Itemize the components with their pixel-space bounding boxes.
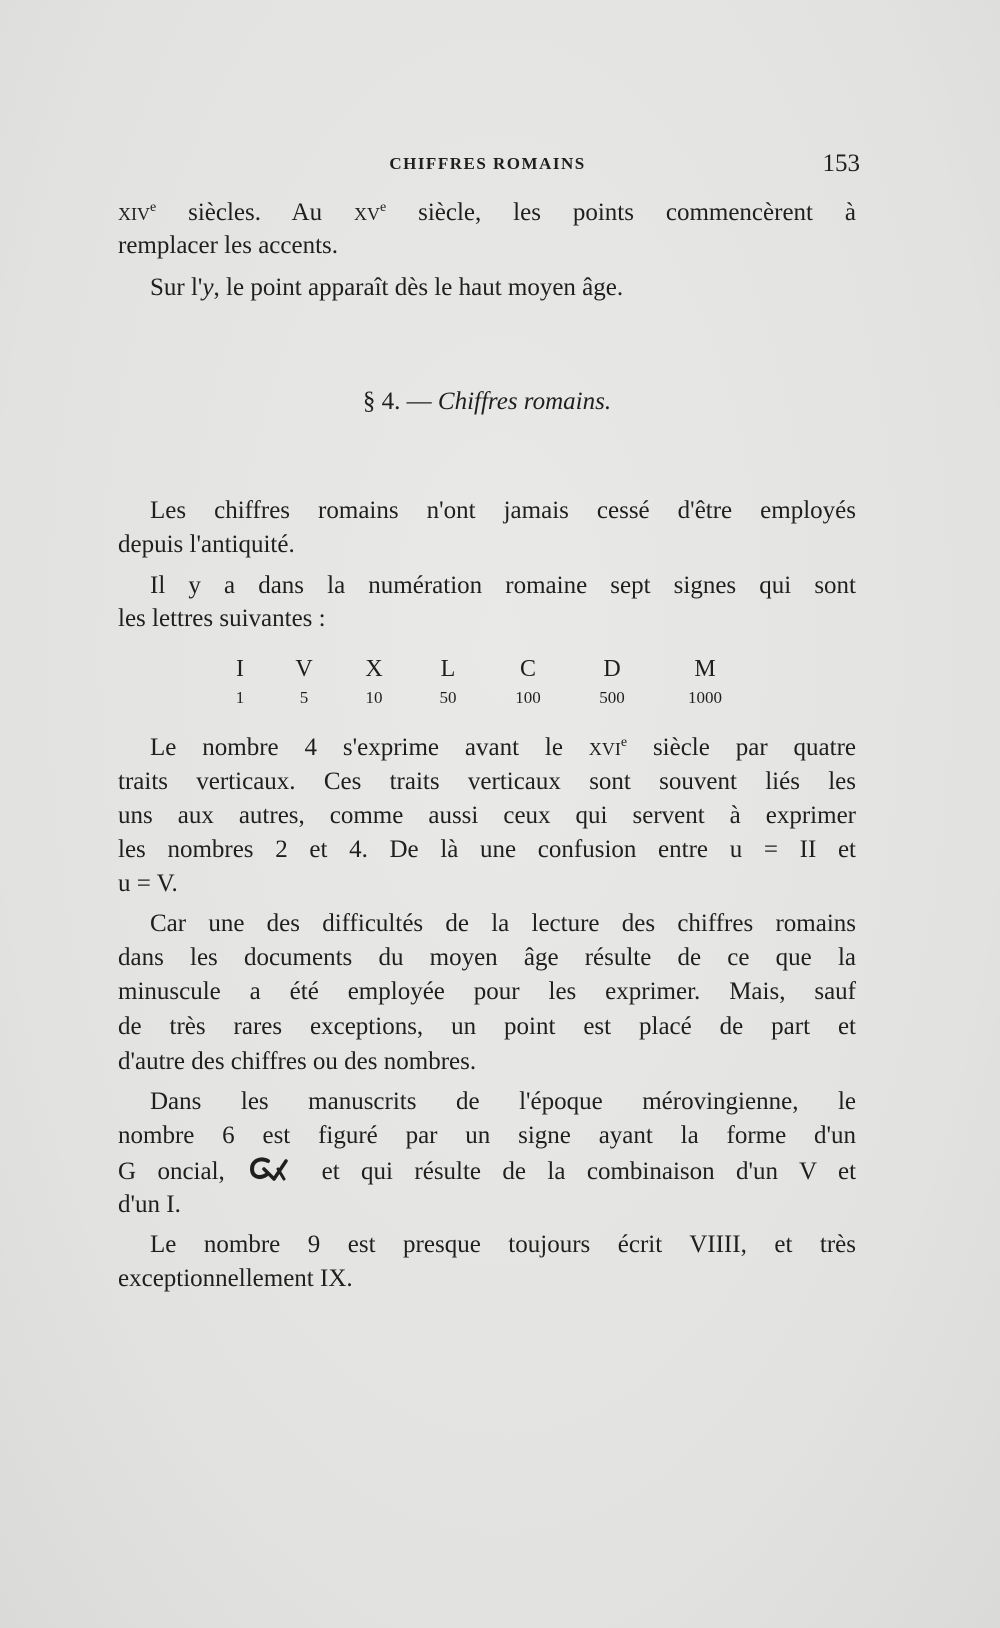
text-line: Le nombre 9 est presque toujours écrit VIIII, et très — [150, 1231, 856, 1258]
numeral-cell: I 1 — [235, 656, 245, 707]
section-heading — [118, 388, 856, 416]
text-line: Dans les manuscrits de l'époque mérovingienne, le — [150, 1088, 856, 1115]
text-line: uns aux autres, comme aussi ceux qui servent à exprimer — [118, 802, 856, 829]
text-line: traits verticaux. Ces traits verticaux sont souvent liés les — [118, 768, 856, 795]
text-line: dans les documents du moyen âge résulte de ce que la — [118, 944, 856, 971]
text-line: d'autre des chiffres ou des nombres. — [118, 1048, 477, 1075]
numeral-cell: C 100 — [515, 656, 541, 707]
text-line: u = V. — [118, 870, 178, 897]
numeral-cell: V 5 — [295, 656, 313, 707]
text-line: nombre 6 est figuré par un signe ayant la forme d'un — [118, 1122, 856, 1149]
uncial-six-glyph — [248, 1155, 298, 1191]
text-line: exceptionnellement IX. — [118, 1265, 353, 1292]
text-line: Car une des difficultés de la lecture des chiffres romains — [150, 910, 856, 937]
text-line: de très rares exceptions, un point est placé de part et — [118, 1013, 856, 1040]
text-line: G oncial, et qui résulte de la combinaison d'un V et — [118, 1155, 856, 1191]
text-line: Sur l'y, le point apparaît dès le haut moyen âge. — [150, 274, 624, 301]
page-header — [115, 150, 860, 180]
numeral-cell: X 10 — [365, 656, 383, 707]
running-title: CHIFFRES ROMAINS — [389, 154, 586, 173]
numeral-cell: D 500 — [599, 656, 625, 707]
section-number: § 4. — — [362, 388, 438, 415]
text-line: Le nombre 4 s'exprime avant le xvi$^e$ siècle par quatre — [150, 734, 856, 761]
text-line: depuis l'antiquité. — [118, 531, 295, 558]
text-line: les lettres suivantes : — [118, 605, 326, 632]
text-line: d'un I. — [118, 1191, 181, 1218]
page-number: 153 — [822, 150, 860, 177]
text-line: minuscule a été employée pour les exprimer. Mais, sauf — [118, 978, 856, 1005]
text-line: xiv$^e$ siècles. Au $xv^e$ siècle, les points commencèrent à — [118, 199, 856, 226]
numeral-cell: M 1000 — [688, 656, 722, 707]
text-line: Les chiffres romains n'ont jamais cessé d'être employés — [150, 497, 856, 524]
section-title: Chiffres romains. — [437, 388, 612, 415]
text-line: les nombres 2 et 4. De là une confusion entre u = II et — [118, 836, 856, 863]
numeral-cell: L 50 — [439, 656, 457, 707]
text-line: Il y a dans la numération romaine sept signes qui sont — [150, 572, 856, 599]
roman-numeral-table — [200, 656, 760, 726]
text-line: remplacer les accents. — [118, 232, 339, 259]
